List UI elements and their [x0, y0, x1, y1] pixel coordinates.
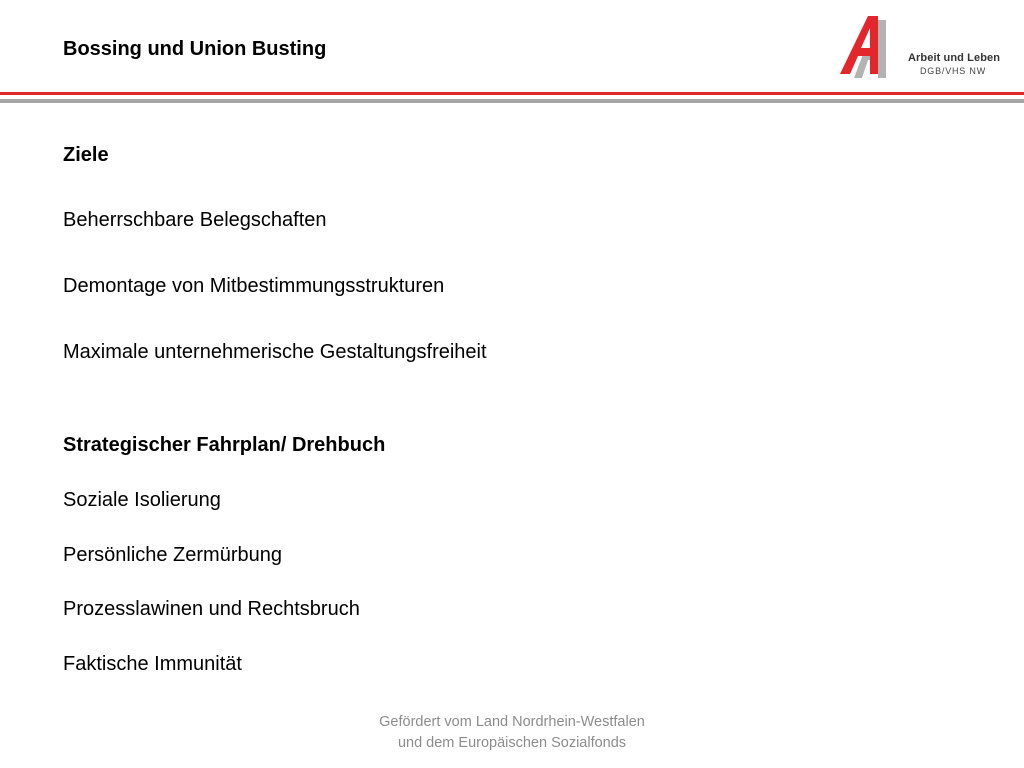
list-item: Soziale Isolierung	[63, 489, 221, 511]
list-item: Prozesslawinen und Rechtsbruch	[63, 598, 360, 620]
arbeit-und-leben-logo	[836, 14, 1016, 80]
footer-line2: und dem Europäischen Sozialfonds	[397, 735, 627, 751]
section-heading-plan: Strategischer Fahrplan/ Drehbuch	[63, 434, 386, 456]
page-title: Bossing und Union Busting	[63, 38, 327, 60]
list-item: Maximale unternehmerische Gestaltungsfreiheit	[63, 341, 487, 363]
logo-a-icon	[836, 14, 906, 80]
funding-footer	[312, 712, 712, 754]
logo-text-line2: DGB/VHS NW	[920, 66, 987, 76]
header-divider-red	[0, 92, 1024, 95]
list-item: Persönliche Zermürbung	[63, 544, 282, 566]
logo-text-line1: Arbeit und Leben	[908, 52, 1001, 64]
list-item: Demontage von Mitbestimmungsstrukturen	[63, 275, 445, 297]
header-divider-gray	[0, 99, 1024, 103]
list-item: Faktische Immunität	[63, 653, 242, 675]
list-item: Beherrschbare Belegschaften	[63, 209, 327, 231]
section-heading-goals: Ziele	[63, 144, 109, 166]
footer-line1: Gefördert vom Land Nordrhein-Westfalen	[379, 714, 645, 730]
